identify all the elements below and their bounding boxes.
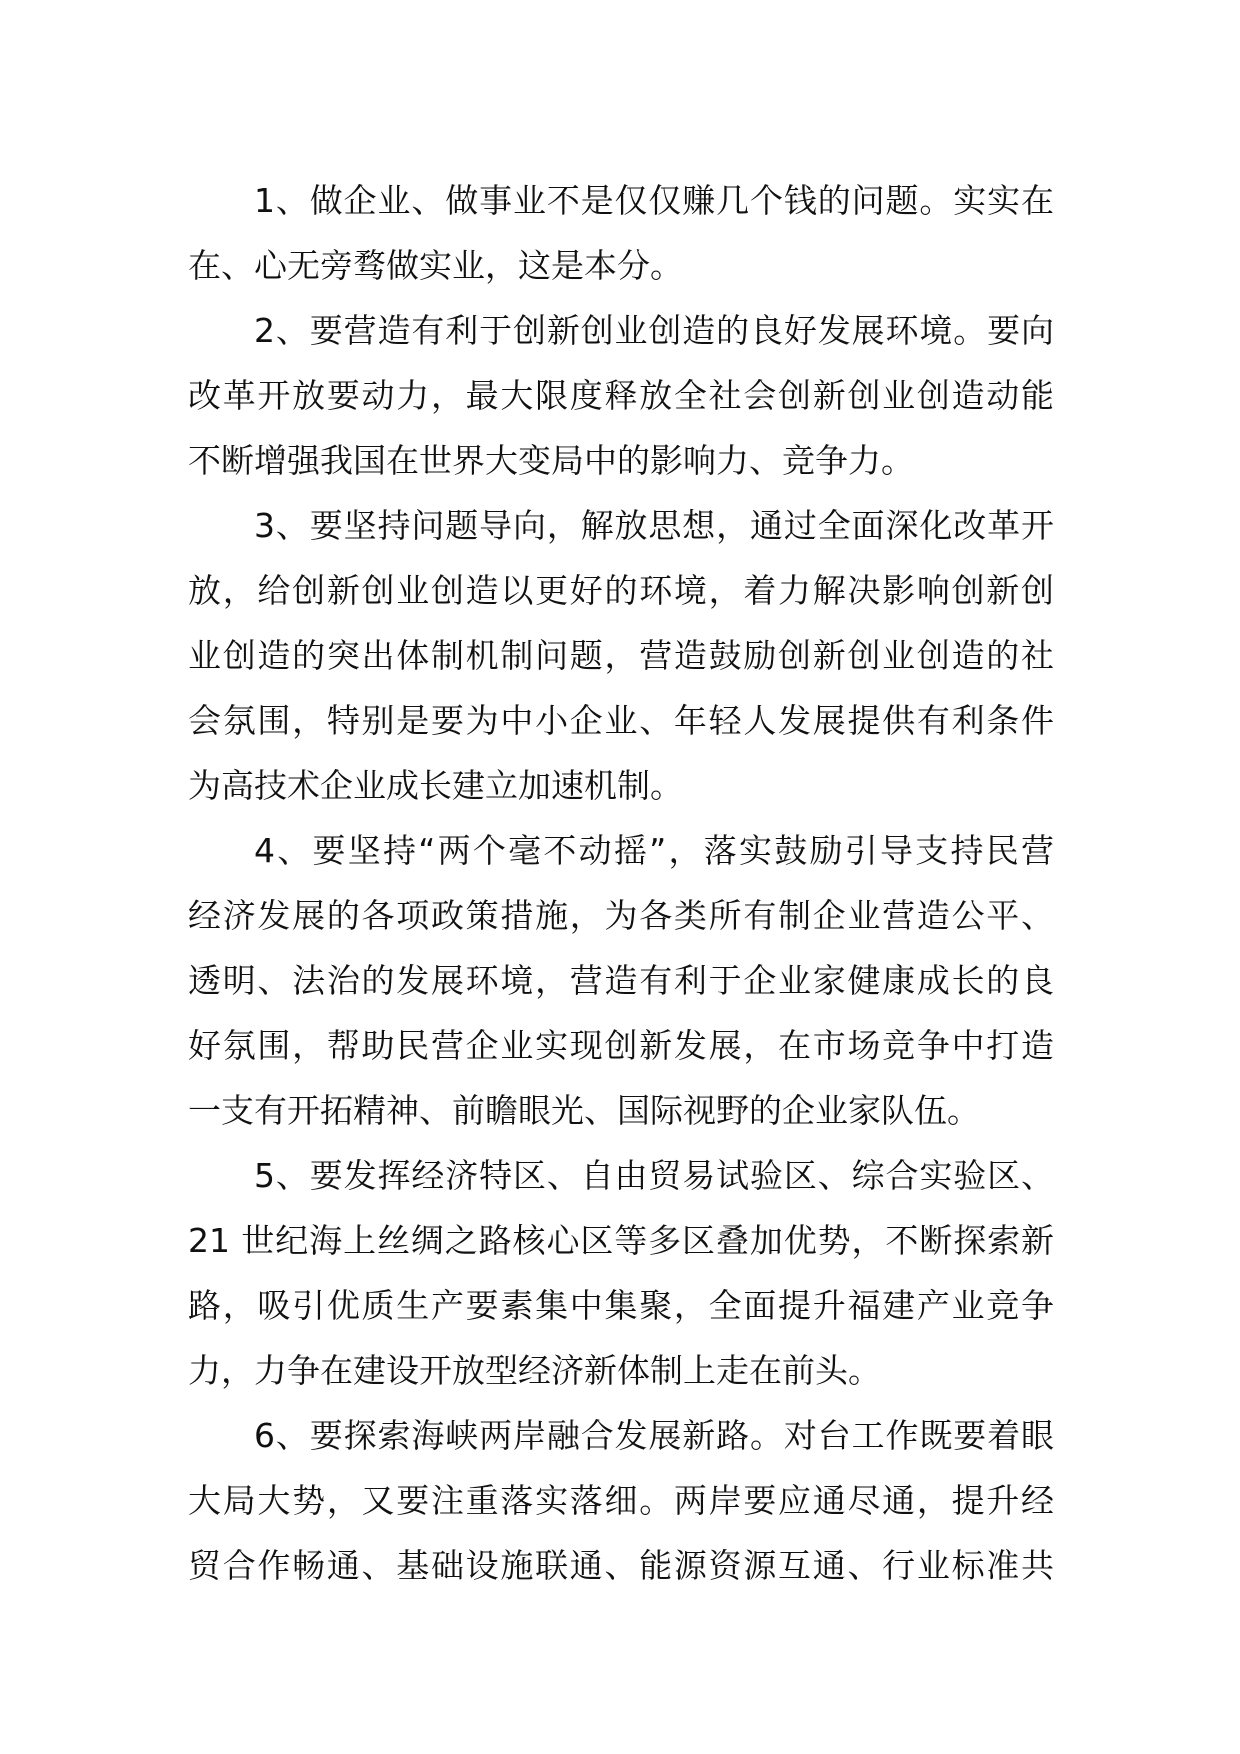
paragraph-1: [188, 168, 1054, 298]
paragraph-line: 贸合作畅通、基础设施联通、能源资源互通、行业标准共: [188, 1546, 1054, 1585]
paragraph-line: 路，吸引优质生产要素集中集聚，全面提升福建产业竞争: [188, 1286, 1054, 1325]
paragraph-line: 放，给创新创业创造以更好的环境，着力解决影响创新创: [188, 571, 1054, 610]
document-body: [188, 168, 1054, 1598]
paragraph-3: [188, 493, 1054, 818]
paragraph-line: 透明、法治的发展环境，营造有利于企业家健康成长的良: [188, 961, 1054, 1000]
paragraph-line: 改革开放要动力，最大限度释放全社会创新创业创造动能: [188, 376, 1054, 415]
paragraph-line: 在、心无旁骛做实业，这是本分。: [188, 246, 683, 285]
paragraph-line: 5、要发挥经济特区、自由贸易试验区、综合实验区、: [254, 1156, 1054, 1195]
paragraph-line: 3、要坚持问题导向，解放思想，通过全面深化改革开: [254, 506, 1054, 545]
paragraph-line: 会氛围，特别是要为中小企业、年轻人发展提供有利条件: [188, 701, 1054, 740]
paragraph-5: [188, 1143, 1054, 1403]
paragraph-2: [188, 298, 1054, 493]
paragraph-6: [188, 1403, 1054, 1598]
paragraph-line: 好氛围，帮助民营企业实现创新发展，在市场竞争中打造: [188, 1026, 1054, 1065]
paragraph-line: 6、要探索海峡两岸融合发展新路。对台工作既要着眼: [254, 1416, 1054, 1455]
paragraph-line: 业创造的突出体制机制问题，营造鼓励创新创业创造的社: [188, 636, 1054, 675]
paragraph-line: 大局大势，又要注重落实落细。两岸要应通尽通，提升经: [188, 1481, 1054, 1520]
paragraph-line: 不断增强我国在世界大变局中的影响力、竞争力。: [188, 441, 914, 480]
paragraph-line: 力，力争在建设开放型经济新体制上走在前头。: [188, 1351, 881, 1390]
paragraph-line: 为高技术企业成长建立加速机制。: [188, 766, 683, 805]
paragraph-4: [188, 818, 1054, 1143]
paragraph-line: 1、做企业、做事业不是仅仅赚几个钱的问题。实实在: [254, 181, 1054, 220]
paragraph-line: 2、要营造有利于创新创业创造的良好发展环境。要向: [254, 311, 1054, 350]
paragraph-line: 经济发展的各项政策措施，为各类所有制企业营造公平、: [188, 896, 1054, 935]
paragraph-line: 21 世纪海上丝绸之路核心区等多区叠加优势，不断探索新: [188, 1221, 1054, 1260]
paragraph-line: 一支有开拓精神、前瞻眼光、国际视野的企业家队伍。: [188, 1091, 980, 1130]
paragraph-line: 4、要坚持“两个毫不动摇”，落实鼓励引导支持民营: [254, 831, 1054, 870]
